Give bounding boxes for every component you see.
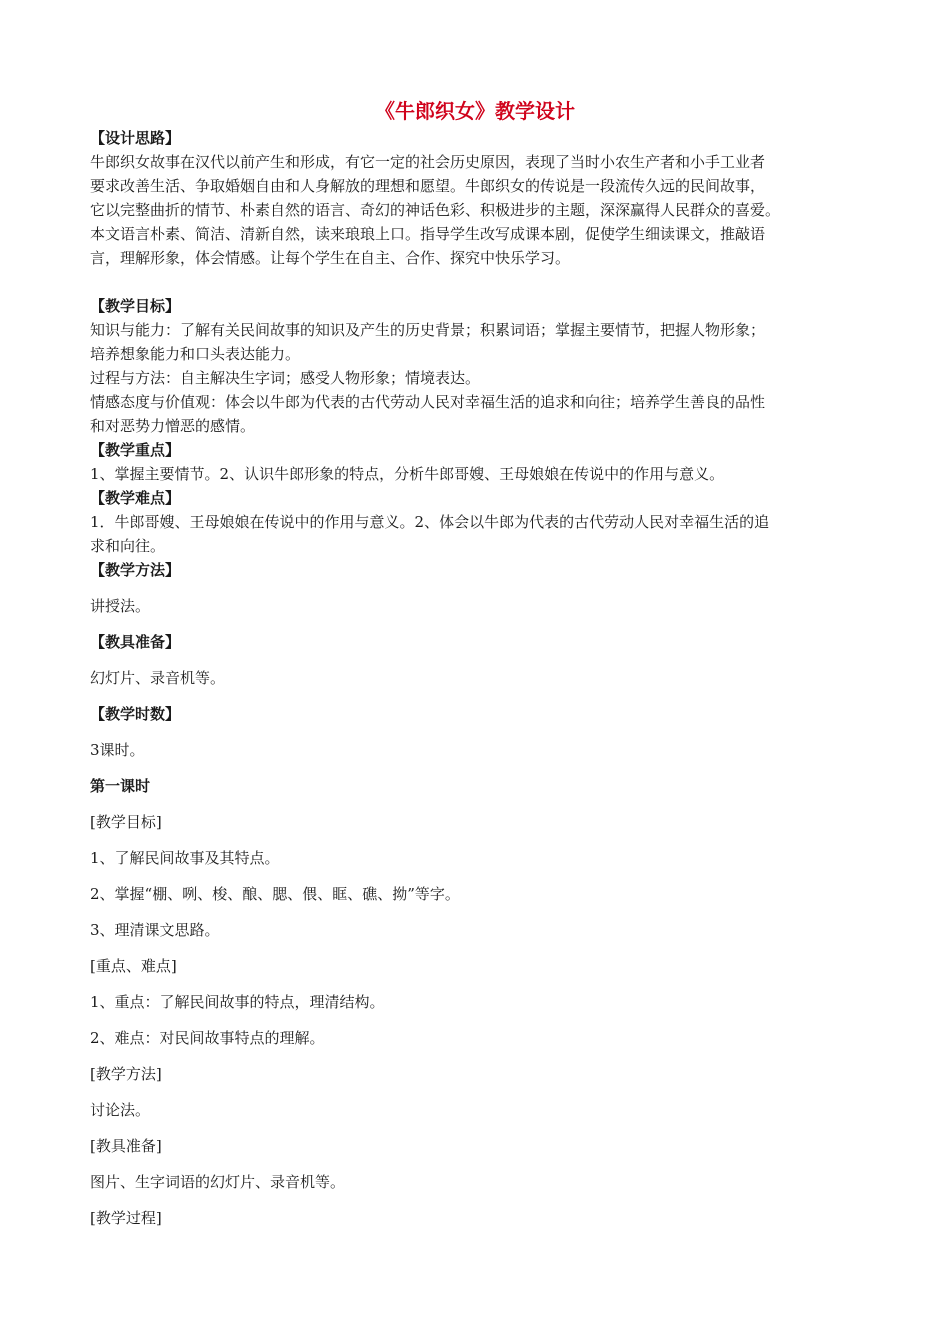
difficulties-line-2: 求和向往。 <box>90 537 166 555</box>
lesson-one-item: 3、理清课文思路。 <box>90 921 220 939</box>
section-heading-hours: 【教学时数】 <box>90 705 181 723</box>
lesson-one-item: 讨论法。 <box>90 1101 151 1119</box>
lesson-one-item: [重点、难点] <box>90 957 177 975</box>
section-heading-design: 【设计思路】 <box>90 129 181 147</box>
tools-text: 幻灯片、录音机等。 <box>90 669 226 687</box>
section-heading-key-points: 【教学重点】 <box>90 441 181 459</box>
lesson-one-item: 图片、生字词语的幻灯片、录音机等。 <box>90 1173 346 1191</box>
lesson-one-item: 2、掌握“棚、咧、梭、酿、腮、偎、眶、礁、拗”等字。 <box>90 885 460 903</box>
section-heading-method: 【教学方法】 <box>90 561 181 579</box>
section-heading-goals: 【教学目标】 <box>90 297 181 315</box>
lesson-one-item: 2、难点：对民间故事特点的理解。 <box>90 1029 325 1047</box>
method-text: 讲授法。 <box>90 597 151 615</box>
design-line-1: 牛郎织女故事在汉代以前产生和形成，有它一定的社会历史原因，表现了当时小农生产者和小手工业者 <box>90 153 766 171</box>
design-line-2: 要求改善生活、争取婚姻自由和人身解放的理想和愿望。牛郎织女的传说是一段流传久远的民间故事， <box>90 177 766 195</box>
document-page <box>90 96 860 1230</box>
key-points-line-1: 1、掌握主要情节。2、认识牛郎形象的特点，分析牛郎哥嫂、王母娘娘在传说中的作用与意义。 <box>90 465 725 483</box>
lesson-one-item: [教学过程] <box>90 1209 162 1227</box>
design-line-4: 本文语言朴素、简洁、清新自然，读来琅琅上口。指导学生改写成课本剧，促使学生细读课文，推敲语 <box>90 225 766 243</box>
design-line-5: 言，理解形象，体会情感。让每个学生在自主、合作、探究中快乐学习。 <box>90 249 571 267</box>
lesson-one-item: 1、重点：了解民间故事的特点，理清结构。 <box>90 993 385 1011</box>
lesson-one-item: [教具准备] <box>90 1137 162 1155</box>
lesson-one-item: [教学方法] <box>90 1065 162 1083</box>
lesson-one-item: 1、了解民间故事及其特点。 <box>90 849 280 867</box>
goals-line-4: 情感态度与价值观：体会以牛郎为代表的古代劳动人民对幸福生活的追求和向往；培养学生善良的品性 <box>90 393 766 411</box>
section-heading-tools: 【教具准备】 <box>90 633 181 651</box>
goals-line-1: 知识与能力：了解有关民间故事的知识及产生的历史背景；积累词语；掌握主要情节，把握人物形象； <box>90 321 766 339</box>
lesson-one-heading: 第一课时 <box>90 777 151 795</box>
document-title: 《牛郎织女》教学设计 <box>375 99 575 123</box>
design-line-3: 它以完整曲折的情节、朴素自然的语言、奇幻的神话色彩、积极进步的主题，深深赢得人民群众的喜爱。 <box>90 201 781 219</box>
goals-line-5: 和对恶势力憎恶的感情。 <box>90 417 256 435</box>
difficulties-line-1: 1．牛郎哥嫂、王母娘娘在传说中的作用与意义。2、体会以牛郎为代表的古代劳动人民对幸福生活的追 <box>90 513 770 531</box>
goals-line-3: 过程与方法：自主解决生字词；感受人物形象；情境表达。 <box>90 369 481 387</box>
lesson-one-item: [教学目标] <box>90 813 162 831</box>
goals-line-2: 培养想象能力和口头表达能力。 <box>90 345 301 363</box>
hours-text: 3课时。 <box>90 741 145 759</box>
section-heading-difficulties: 【教学难点】 <box>90 489 181 507</box>
